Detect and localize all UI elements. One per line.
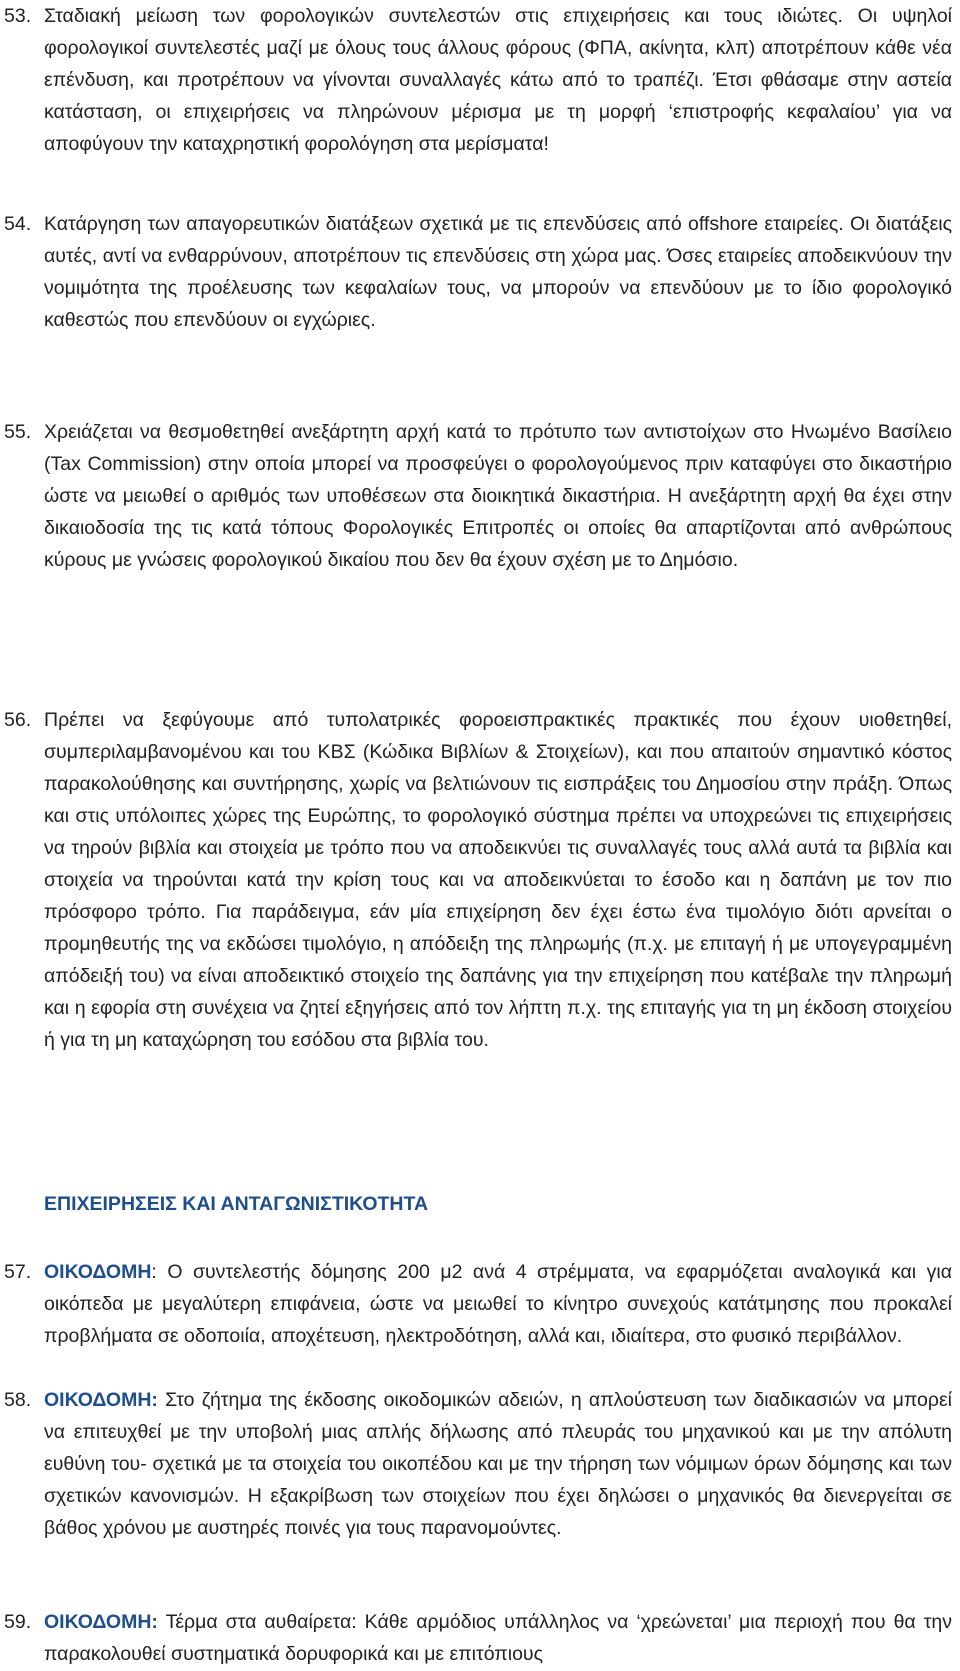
item-label: ΟΙΚΟΔΟΜΗ: xyxy=(44,1389,158,1411)
item-body: Τέρμα στα αυθαίρετα: Κάθε αρμόδιος υπάλληλος να ‘χρεώνεται’ μια περιοχή που θα την παρακολουθεί συστηματικά δορυφορικά και με επιτόπιους xyxy=(44,1611,952,1665)
item-number: 53. xyxy=(4,5,32,27)
item-text: Κατάργηση των απαγορευτικών διατάξεων σχετικά με τις επενδύσεις από offshore εταιρείες. Οι διατάξεις αυτές, αντί να ενθαρρύνουν, αποτρέπουν τις επενδύσεις στη χώρα μας. Όσες εταιρείες αποδεικνύουν την νομιμότητα της προέλευσης των κεφαλαίων τους, να μπορούν να επενδύουν με το ίδιο φορολογικό καθεστώς που επενδύουν οι εγχώριες. xyxy=(44,213,952,331)
item-text: Χρειάζεται να θεσμοθετηθεί ανεξάρτητη αρχή κατά το πρότυπο των αντιστοίχων στο Ηνωμένο Βασίλειο (Tax Commission) στην οποία μπορεί να προσφεύγει ο φορολογούμενος πριν καταφύγει στο δικαστήριο ώστε να μειωθεί ο αριθμός των υποθέσεων στα διοικητικά δικαστήρια. Η ανεξάρτητη αρχή θα έχει στην δικαιοδοσία της τις κατά τόπους Φορολογικές Επιτροπές οι οποίες θα απαρτίζονται από ανθρώπους κύρους με γνώσεις φορολογικού δικαίου που δεν θα έχουν σχέση με το Δημόσιο. xyxy=(44,421,952,571)
item-body: : Ο συντελεστής δόμησης 200 μ2 ανά 4 στρέμματα, να εφαρμόζεται αναλογικά και για οικόπεδα με μεγαλύτερη επιφάνεια, ώστε να μειωθεί το κίνητρο συνεχούς κατάτμησης που προκαλεί προβλήματα σε οδοποιία, αποχέτευση, ηλεκτροδότηση, αλλά και, ιδιαίτερα, στο φυσικό περιβάλλον. xyxy=(44,1261,952,1347)
item-text xyxy=(44,1256,952,1352)
item-number: 56. xyxy=(4,709,32,731)
section-heading: ΕΠΙΧΕΙΡΗΣΕΙΣ ΚΑΙ ΑΝΤΑΓΩΝΙΣΤΙΚΟΤΗΤΑ xyxy=(44,1193,429,1215)
item-body: Στο ζήτημα της έκδοσης οικοδομικών αδειών, η απλούστευση των διαδικασιών να μπορεί να επιτευχθεί με την υποβολή μιας απλής δήλωσης από πλευράς του μηχανικού και με την απόλυτη ευθύνη του- σχετικά με τα στοιχεία του οικοπέδου και με την τήρηση των νόμιμων όρων δόμησης και των σχετικών κανονισμών. Η εξακρίβωση των στοιχείων που έχει δηλώσει ο μηχανικός θα διενεργείται σε βάθος χρόνου με αυστηρές ποινές για τους παρανομούντες. xyxy=(44,1389,952,1539)
item-number: 57. xyxy=(4,1261,32,1283)
item-number: 58. xyxy=(4,1389,32,1411)
item-number: 54. xyxy=(4,213,32,235)
item-label: ΟΙΚΟΔΟΜΗ: xyxy=(44,1611,158,1633)
item-text: Πρέπει να ξεφύγουμε από τυπολατρικές φοροεισπρακτικές πρακτικές που έχουν υιοθετηθεί, συμπεριλαμβανομένου και του ΚΒΣ (Κώδικα Βιβλίων & Στοιχείων), και που απαιτούν σημαντικό κόστος παρακολούθησης και συντήρησης, χωρίς να βελτιώνουν τις εισπράξεις του Δημοσίου στην πράξη. Όπως και στις υπόλοιπες χώρες της Ευρώπης, το φορολογικό σύστημα πρέπει να υποχρεώνει τις επιχειρήσεις να τηρούν βιβλία και στοιχεία με τρόπο που να αποδεικνύει τις συναλλαγές τους αλλά αυτά τα βιβλία και στοιχεία να τηρούνται κατά την κρίση τους και να αποδεικνύεται το έσοδο και η δαπάνη με τον πιο πρόσφορο τρόπο. Για παράδειγμα, εάν μία επιχείρηση δεν έχει έστω ένα τιμολόγιο διότι αρνείται ο προμηθευτής της να εκδώσει τιμολόγιο, η απόδειξη της πληρωμής (π.χ. με επιταγή ή με υπογεγραμμένη απόδειξή του) να είναι αποδεικτικό στοιχείο της δαπάνης για την επιχείρηση που κατέβαλε την πληρωμή και η εφορία στη συνέχεια να ζητεί εξηγήσεις από τον λήπτη π.χ. της επιταγής για τη μη έκδοση στοιχείου ή για τη μη καταχώρηση του εσόδου στα βιβλία του. xyxy=(44,709,952,1051)
item-number: 55. xyxy=(4,421,32,443)
item-label: ΟΙΚΟΔΟΜΗ xyxy=(44,1261,152,1283)
item-number: 59. xyxy=(4,1611,32,1633)
item-text xyxy=(44,1606,952,1670)
item-text xyxy=(44,1384,952,1544)
item-text: Σταδιακή μείωση των φορολογικών συντελεστών στις επιχειρήσεις και τους ιδιώτες. Οι υψηλοί φορολογικοί συντελεστές μαζί με όλους τους άλλους φόρους (ΦΠΑ, ακίνητα, κλπ) αποτρέπουν κάθε νέα επένδυση, και προτρέπουν να γίνονται συναλλαγές κάτω από το τραπέζι. Έτσι φθάσαμε στην αστεία κατάσταση, οι επιχειρήσεις να πληρώνουν μέρισμα με τη μορφή ‘επιστροφής κεφαλαίου’ για να αποφύγουν την καταχρηστική φορολόγηση στα μερίσματα! xyxy=(44,5,952,155)
